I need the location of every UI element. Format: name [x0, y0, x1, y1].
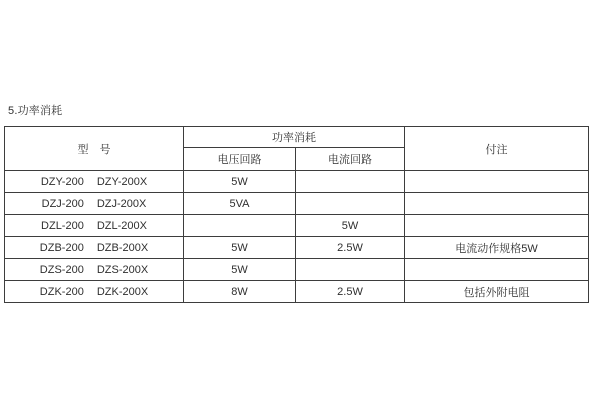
current-cell [296, 171, 405, 193]
power-consumption-table [4, 126, 589, 303]
note-cell [405, 259, 589, 281]
current-cell [296, 259, 405, 281]
model-name-x: DZK-200X [96, 285, 149, 298]
model-pair [5, 264, 183, 276]
model-cell [5, 259, 184, 281]
voltage-cell: 5W [184, 171, 296, 193]
header-row-top [5, 127, 589, 148]
note-cell: 包括外附电阻 [405, 281, 589, 303]
table-row [5, 171, 589, 193]
table-row [5, 215, 589, 237]
model-cell [5, 193, 184, 215]
model-cell [5, 215, 184, 237]
model-pair [5, 286, 183, 298]
model-name-x: DZB-200X [96, 241, 149, 254]
model-cell [5, 281, 184, 303]
header-notes: 付注 [405, 127, 589, 171]
model-pair [5, 242, 183, 254]
note-cell [405, 215, 589, 237]
current-cell: 2.5W [296, 237, 405, 259]
model-name-x: DZJ-200X [96, 197, 147, 210]
voltage-cell: 8W [184, 281, 296, 303]
current-cell [296, 193, 405, 215]
model-name-x: DZS-200X [96, 263, 149, 276]
model-name: DZK-200 [39, 285, 84, 298]
header-model: 型 号 [5, 127, 184, 171]
model-name: DZS-200 [39, 263, 84, 276]
model-name-x: DZL-200X [96, 219, 147, 232]
model-pair [5, 220, 183, 232]
model-name: DZY-200 [40, 175, 84, 188]
table-row [5, 237, 589, 259]
note-cell [405, 171, 589, 193]
table-row [5, 193, 589, 215]
voltage-cell: 5W [184, 237, 296, 259]
note-cell [405, 193, 589, 215]
header-power-consumption: 功率消耗 [184, 127, 405, 148]
model-name-x: DZY-200X [96, 175, 148, 188]
note-cell: 电流动作规格5W [405, 237, 589, 259]
model-name: DZJ-200 [41, 197, 84, 210]
current-cell: 5W [296, 215, 405, 237]
voltage-cell: 5VA [184, 193, 296, 215]
model-pair [5, 176, 183, 188]
model-name: DZL-200 [41, 219, 84, 232]
voltage-cell [184, 215, 296, 237]
table-row [5, 281, 589, 303]
model-name: DZB-200 [39, 241, 84, 254]
header-current-circuit: 电流回路 [296, 148, 405, 171]
current-cell: 2.5W [296, 281, 405, 303]
voltage-cell: 5W [184, 259, 296, 281]
table-row [5, 259, 589, 281]
model-cell [5, 171, 184, 193]
section-title: 5.功率消耗 [8, 105, 63, 117]
model-pair [5, 198, 183, 210]
header-voltage-circuit: 电压回路 [184, 148, 296, 171]
model-cell [5, 237, 184, 259]
